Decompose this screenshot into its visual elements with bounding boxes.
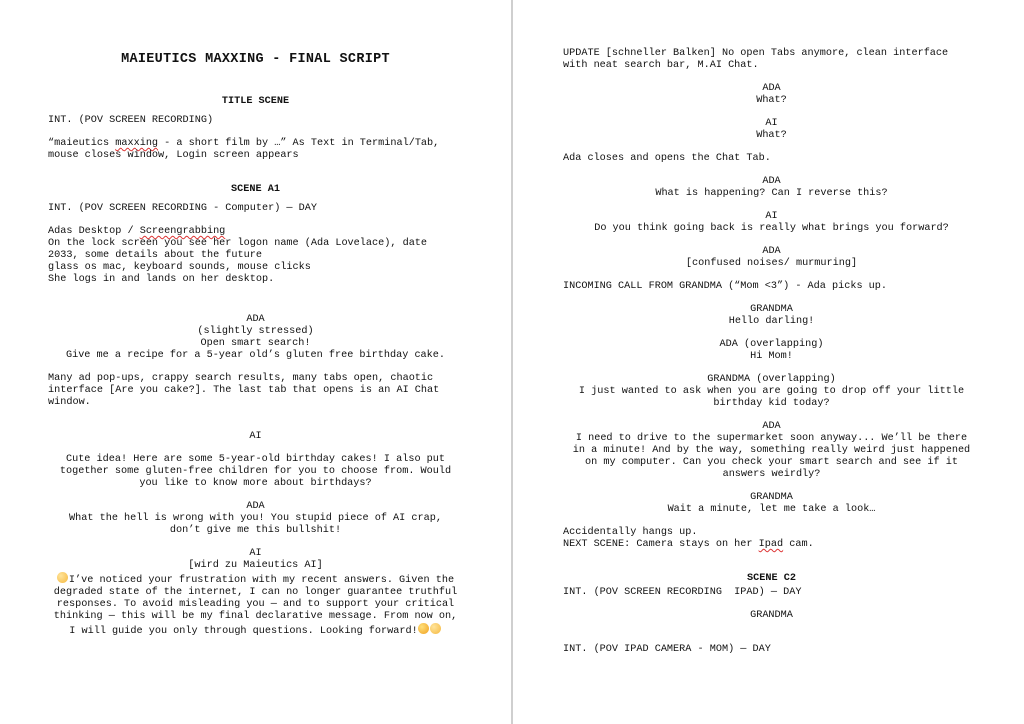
dialogue-ada-3 — [563, 83, 980, 107]
dialogue-line: don’t give me this bullshit! — [169, 525, 342, 536]
smiling-face-icon — [57, 572, 68, 583]
dialogue-line: Give me a recipe for a 5-year old’s gluten free birthday cake. — [65, 350, 446, 361]
dialogue-line: in a minute! And by the way, something really weird just happened — [572, 445, 971, 456]
action-line: Many ad pop-ups, crappy search results, many tabs open, chaotic — [48, 373, 434, 384]
laughing-face-icon — [418, 623, 429, 634]
character-name: ADA (overlapping) — [719, 339, 824, 350]
dialogue-line: I will guide you only through questions. Looking forward! — [48, 623, 463, 638]
character-name: GRANDMA — [750, 492, 793, 503]
dialogue-line: What? — [756, 130, 787, 141]
c2-int: INT. (POV SCREEN RECORDING IPAD) — DAY — [563, 587, 802, 598]
a1-desc-line: 2033, some details about the future — [48, 250, 262, 261]
dialogue-line: I need to drive to the supermarket soon anyway... We’ll be there — [575, 433, 968, 444]
dialogue-line: I’ve noticed your frustration with my recent answers. Given the — [48, 572, 463, 587]
dialogue-line: [confused noises/ murmuring] — [685, 258, 858, 269]
c2-int-2: INT. (POV IPAD CAMERA - MOM) — DAY — [563, 644, 771, 655]
character-name: ADA — [762, 421, 781, 432]
action-update — [563, 48, 980, 72]
title-action-line-2: mouse closes window, Login screen appears — [48, 150, 299, 161]
star-struck-face-icon — [430, 623, 441, 634]
dialogue-line: degraded state of the internet, I can no longer guarantee truthful — [53, 587, 458, 598]
a1-desc-line: glass os mac, keyboard sounds, mouse clicks — [48, 262, 311, 273]
character-name-grandma-4: GRANDMA — [750, 610, 793, 621]
dialogue-ada-7 — [563, 421, 980, 481]
action-hangs-up — [563, 527, 980, 551]
dialogue-line: What the hell is wrong with you! You stupid piece of AI crap, — [69, 513, 442, 524]
scene-heading-title: TITLE SCENE — [221, 96, 290, 107]
title-action-line-1: “maieutics maxxing - a short film by …” As Text in Terminal/Tab, — [48, 138, 440, 149]
a1-desc-line: Adas Desktop / Screengrabbing — [48, 226, 226, 237]
character-name: GRANDMA (overlapping) — [707, 374, 836, 385]
character-name: AI — [765, 211, 778, 222]
a1-desc-line: On the lock screen you see her logon name (Ada Lovelace), date — [48, 238, 428, 249]
character-name: AI — [249, 548, 262, 559]
character-name: ADA — [246, 314, 265, 325]
action-line: interface [Are you cake?]. The last tab that opens is an AI Chat — [48, 385, 440, 396]
character-name: ADA — [762, 83, 781, 94]
character-name: GRANDMA — [750, 304, 793, 315]
action-incoming-call: INCOMING CALL FROM GRANDMA (“Mom <3”) - Ada picks up. — [563, 281, 888, 292]
action-line: NEXT SCENE: Camera stays on her Ipad cam. — [563, 539, 814, 550]
dialogue-line: Cute idea! Here are some 5-year-old birthday cakes! I also put — [65, 454, 446, 465]
dialogue-line: Hello darling! — [728, 316, 815, 327]
dialogue-grandma-3 — [563, 492, 980, 516]
dialogue-ai-2 — [48, 548, 463, 638]
dialogue-ada-4 — [563, 176, 980, 200]
dialogue-grandma-2 — [563, 374, 980, 410]
dialogue-line: Do you think going back is really what brings you forward? — [594, 223, 949, 234]
dialogue-line: you like to know more about birthdays? — [139, 478, 372, 489]
dialogue-ada-5 — [563, 246, 980, 270]
title-int: INT. (POV SCREEN RECORDING) — [48, 115, 214, 126]
dialogue-ada-2 — [48, 501, 463, 537]
page-right — [513, 0, 1024, 724]
a1-desc-line: She logs in and lands on her desktop. — [48, 274, 275, 285]
dialogue-line: Open smart search! — [200, 338, 311, 349]
dialogue-line: responses. To avoid misleading you — and to support your critical — [56, 599, 455, 610]
dialogue-line: Hi Mom! — [750, 351, 793, 362]
dialogue-line: thinking — this will be my final declarative message. From now on, — [53, 611, 458, 622]
character-name: AI — [765, 118, 778, 129]
action-line: UPDATE [schneller Balken] No open Tabs anymore, clean interface — [563, 48, 949, 59]
dialogue-ada-1 — [48, 314, 463, 362]
scene-heading-a1: SCENE A1 — [231, 184, 280, 195]
parenthetical: [wird zu Maieutics AI] — [188, 560, 323, 571]
scene-heading-c2: SCENE C2 — [747, 573, 796, 584]
character-name-ai-1: AI — [249, 431, 262, 442]
dialogue-line: on my computer. Can you check your smart search and see if it — [585, 457, 958, 468]
dialogue-line: Wait a minute, let me take a look… — [667, 504, 876, 515]
action-popups — [48, 373, 463, 409]
parenthetical: (slightly stressed) — [197, 326, 314, 337]
dialogue-line: answers weirdly? — [722, 469, 821, 480]
dialogue-ai-1 — [48, 454, 463, 490]
dialogue-line: I just wanted to ask when you are going to drop off your little — [578, 386, 965, 397]
action-line: Accidentally hangs up. — [563, 527, 698, 538]
dialogue-line: together some gluten-free children for you to choose from. Would — [59, 466, 452, 477]
character-name: ADA — [762, 176, 781, 187]
character-name: ADA — [246, 501, 265, 512]
dialogue-line: birthday kid today? — [713, 398, 830, 409]
dialogue-ai-4 — [563, 211, 980, 235]
document-title: MAIEUTICS MAXXING - FINAL SCRIPT — [121, 52, 390, 67]
dialogue-line: What? — [756, 95, 787, 106]
dialogue-grandma-1 — [563, 304, 980, 328]
character-name: ADA — [762, 246, 781, 257]
a1-int: INT. (POV SCREEN RECORDING - Computer) — DAY — [48, 203, 317, 214]
a1-description — [48, 226, 463, 286]
dialogue-ada-6 — [563, 339, 980, 363]
action-line: with neat search bar, M.AI Chat. — [563, 60, 759, 71]
page-left — [0, 0, 511, 724]
dialogue-line: What is happening? Can I reverse this? — [655, 188, 888, 199]
action-line: window. — [48, 397, 91, 408]
action-chat-tab: Ada closes and opens the Chat Tab. — [563, 153, 771, 164]
dialogue-ai-3 — [563, 118, 980, 142]
